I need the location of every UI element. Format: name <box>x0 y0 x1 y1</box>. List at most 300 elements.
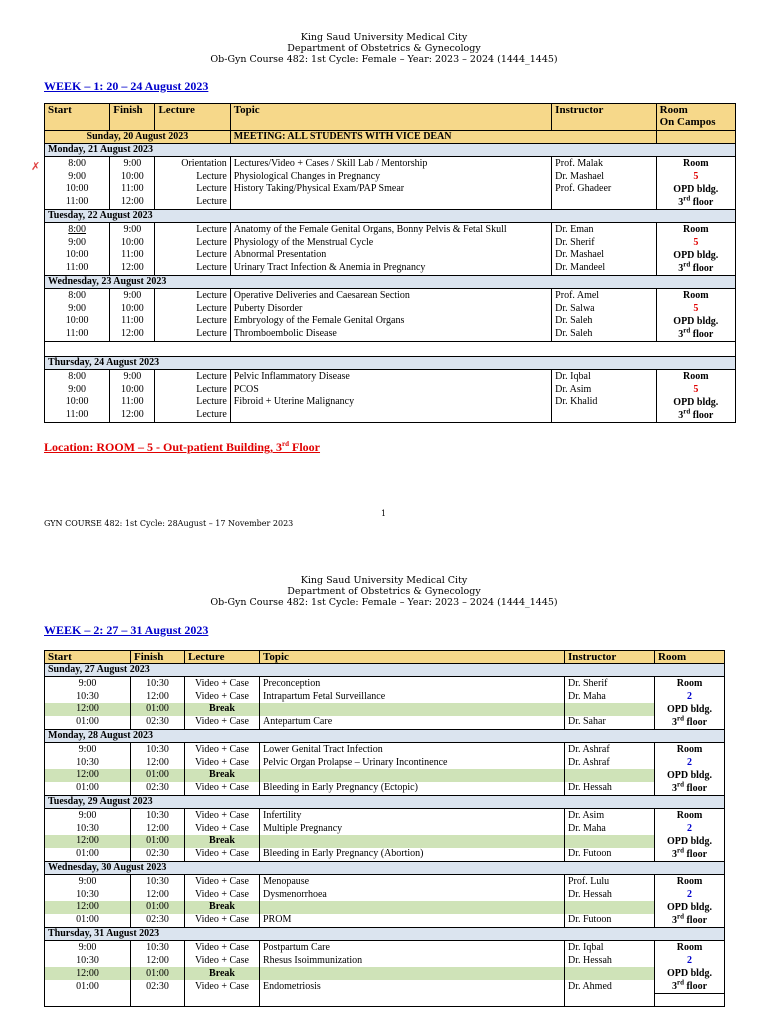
session-type: Video + Case <box>185 980 260 993</box>
finish-time: 10:00 <box>110 383 155 396</box>
sunday-room <box>656 131 735 144</box>
session-type: Lecture <box>155 396 230 409</box>
instructor <box>565 835 655 848</box>
room-cell <box>655 677 725 730</box>
room-number: 5 <box>693 237 699 248</box>
start-time: 9:00 <box>45 170 110 183</box>
instructor: Dr. Maha <box>565 690 655 703</box>
table-row <box>45 183 736 196</box>
instructor: Prof. Amel <box>552 289 656 303</box>
topic <box>260 703 565 716</box>
finish-time: 01:00 <box>131 703 185 716</box>
topic: Lower Genital Tract Infection <box>260 743 565 757</box>
instructor: Dr. Mashael <box>552 170 656 183</box>
session-type: Break <box>185 967 260 980</box>
room-building: OPD bldg. <box>673 397 719 408</box>
session-type: Video + Case <box>185 954 260 967</box>
table-row <box>45 941 725 955</box>
room-number: 5 <box>693 303 699 314</box>
footer-text: GYN COURSE 482: 1st Cycle: 28August – 17 November 2023 <box>44 519 294 528</box>
finish-time: 11:00 <box>110 315 155 328</box>
session-type: Break <box>185 835 260 848</box>
finish-time: 02:30 <box>131 980 185 993</box>
table-row <box>45 289 736 303</box>
instructor: Dr. Sahar <box>565 716 655 730</box>
start-time: 01:00 <box>45 914 131 928</box>
instructor: Dr. Iqbal <box>552 370 656 384</box>
room-number: 2 <box>687 889 692 900</box>
finish-time: 02:30 <box>131 848 185 862</box>
finish-time: 02:30 <box>131 914 185 928</box>
empty-cell <box>260 994 565 1007</box>
break-row <box>45 835 725 848</box>
sunday-label: Sunday, 20 August 2023 <box>45 131 231 144</box>
session-type: Lecture <box>155 315 230 328</box>
empty-row <box>45 994 725 1007</box>
finish-time: 9:00 <box>110 223 155 237</box>
floor-sup: rd <box>683 407 691 416</box>
topic <box>260 835 565 848</box>
room-floor <box>660 262 732 275</box>
start-time: 10:30 <box>45 756 131 769</box>
spacer-cell <box>45 342 736 357</box>
col-room-label: Room <box>659 104 688 116</box>
finish-time: 12:00 <box>131 888 185 901</box>
room-cell <box>656 223 735 276</box>
session-type: Lecture <box>155 302 230 315</box>
topic: Multiple Pregnancy <box>260 822 565 835</box>
topic: Postpartum Care <box>260 941 565 955</box>
topic: PROM <box>260 914 565 928</box>
topic <box>260 901 565 914</box>
topic <box>260 769 565 782</box>
instructor: Dr. Hessah <box>565 782 655 796</box>
floor-number: 3 <box>678 263 684 274</box>
col-start: Start <box>45 104 110 131</box>
start-time: 10:00 <box>45 183 110 196</box>
table-row <box>45 822 725 835</box>
session-type: Lecture <box>155 383 230 396</box>
finish-time: 12:00 <box>110 262 155 276</box>
col-room-sub: On Campos <box>659 116 716 128</box>
room-building: OPD bldg. <box>666 968 712 979</box>
room-word: Room <box>676 942 703 953</box>
floor-number: 3 <box>671 849 677 860</box>
session-type: Lecture <box>155 370 230 384</box>
start-time: 10:00 <box>45 315 110 328</box>
week1-title: WEEK – 1: 20 – 24 August 2023 <box>44 79 209 93</box>
floor-word: floor <box>683 981 708 992</box>
start-time: 9:00 <box>45 383 110 396</box>
finish-time: 11:00 <box>110 183 155 196</box>
session-type: Lecture <box>155 409 230 423</box>
sunday-row <box>45 131 736 144</box>
table-row <box>45 954 725 967</box>
floor-sup: rd <box>683 194 691 203</box>
start-time: 8:00 <box>45 370 110 384</box>
finish-time: 10:30 <box>131 875 185 889</box>
floor-sup: rd <box>683 260 691 269</box>
col-finish: Finish <box>110 104 155 131</box>
session-type: Lecture <box>155 328 230 342</box>
finish-time: 10:00 <box>110 170 155 183</box>
session-type: Video + Case <box>185 888 260 901</box>
instructor: Dr. Saleh <box>552 315 656 328</box>
department-name: Department of Obstetrics & Gynecology <box>287 586 481 597</box>
floor-sup: rd <box>676 846 684 855</box>
day-label: Monday, 28 August 2023 <box>45 730 725 743</box>
room-cell <box>655 941 725 994</box>
finish-time: 02:30 <box>131 716 185 730</box>
finish-time: 11:00 <box>110 396 155 409</box>
session-type: Lecture <box>155 236 230 249</box>
table-row <box>45 370 736 384</box>
topic: Anatomy of the Female Genital Organs, Bonny Pelvis & Fetal Skull <box>230 223 551 237</box>
session-type: Video + Case <box>185 743 260 757</box>
floor-word: floor <box>690 263 714 274</box>
room-floor <box>658 914 721 927</box>
room-floor <box>660 196 732 209</box>
start-time: 01:00 <box>45 716 131 730</box>
finish-time: 10:30 <box>131 941 185 955</box>
table-row <box>45 888 725 901</box>
floor-number: 3 <box>678 329 684 340</box>
room-cell <box>656 289 735 342</box>
topic: Fibroid + Uterine Malignancy <box>230 396 551 409</box>
location-text: Location: ROOM – 5 - Out-patient Building, 3 <box>44 440 283 454</box>
session-type: Video + Case <box>185 677 260 691</box>
col-topic: Topic <box>260 651 565 664</box>
start-time: 10:30 <box>45 822 131 835</box>
table-row <box>45 677 725 691</box>
floor-number: 3 <box>678 197 684 208</box>
start-time: 9:00 <box>45 677 131 691</box>
room-cell <box>655 875 725 928</box>
table-header <box>45 104 736 131</box>
start-time: 9:00 <box>45 809 131 823</box>
floor-number: 3 <box>671 915 677 926</box>
empty-cell <box>565 994 655 1007</box>
instructor: Dr. Futoon <box>565 848 655 862</box>
session-type: Video + Case <box>185 941 260 955</box>
table-row <box>45 249 736 262</box>
topic <box>230 409 551 423</box>
instructor <box>565 769 655 782</box>
table-row <box>45 223 736 237</box>
room-number: 5 <box>693 171 699 182</box>
room-number: 2 <box>687 955 692 966</box>
start-time: 12:00 <box>45 835 131 848</box>
session-type: Break <box>185 769 260 782</box>
table-row <box>45 756 725 769</box>
room-building: OPD bldg. <box>666 836 712 847</box>
break-row <box>45 769 725 782</box>
instructor: Dr. Asim <box>565 809 655 823</box>
instructor: Dr. Iqbal <box>565 941 655 955</box>
room-word: Room <box>676 876 703 887</box>
instructor: Dr. Ahmed <box>565 980 655 993</box>
topic: History Taking/Physical Exam/PAP Smear <box>230 183 551 196</box>
day-label: Thursday, 24 August 2023 <box>45 357 736 370</box>
floor-word: floor <box>690 197 714 208</box>
table-row <box>45 383 736 396</box>
col-room: Room <box>655 651 725 664</box>
day-label: Wednesday, 23 August 2023 <box>45 276 736 289</box>
topic: Physiology of the Menstrual Cycle <box>230 236 551 249</box>
room-number: 2 <box>687 823 692 834</box>
start-time: 9:00 <box>45 302 110 315</box>
day-row <box>45 796 725 809</box>
floor-word: floor <box>683 783 708 794</box>
doc-header <box>0 32 768 65</box>
room-building: OPD bldg. <box>666 770 712 781</box>
instructor <box>552 196 656 210</box>
topic: Lectures/Video + Cases / Skill Lab / Mentorship <box>230 157 551 171</box>
session-type: Lecture <box>155 262 230 276</box>
topic: Urinary Tract Infection & Anemia in Pregnancy <box>230 262 551 276</box>
empty-cell <box>655 994 725 1007</box>
day-label: Monday, 21 August 2023 <box>45 144 736 157</box>
instructor: Dr. Ashraf <box>565 743 655 757</box>
topic: Rhesus Isoimmunization <box>260 954 565 967</box>
table-row <box>45 875 725 889</box>
topic <box>230 196 551 210</box>
topic: Embryology of the Female Genital Organs <box>230 315 551 328</box>
topic: Bleeding in Early Pregnancy (Ectopic) <box>260 782 565 796</box>
floor-number: 3 <box>671 981 677 992</box>
table-row <box>45 315 736 328</box>
session-type: Orientation <box>155 157 230 171</box>
floor-sup: rd <box>676 978 684 987</box>
instructor: Dr. Saleh <box>552 328 656 342</box>
table-row <box>45 914 725 928</box>
instructor: Dr. Sherif <box>552 236 656 249</box>
finish-time: 12:00 <box>110 196 155 210</box>
topic: Physiological Changes in Pregnancy <box>230 170 551 183</box>
room-word: Room <box>676 744 703 755</box>
break-row <box>45 901 725 914</box>
room-number: 2 <box>687 757 692 768</box>
instructor: Dr. Khalid <box>552 396 656 409</box>
start-time: 9:00 <box>45 941 131 955</box>
start-time: 11:00 <box>45 328 110 342</box>
session-type: Lecture <box>155 249 230 262</box>
topic: Intrapartum Fetal Surveillance <box>260 690 565 703</box>
day-label: Wednesday, 30 August 2023 <box>45 862 725 875</box>
finish-time: 12:00 <box>131 756 185 769</box>
col-topic: Topic <box>230 104 551 131</box>
table-row <box>45 157 736 171</box>
start-time: 01:00 <box>45 980 131 993</box>
floor-word: floor <box>683 717 708 728</box>
start-time: 12:00 <box>45 769 131 782</box>
day-row <box>45 928 725 941</box>
topic: Thromboembolic Disease <box>230 328 551 342</box>
finish-time: 10:00 <box>110 236 155 249</box>
start-time: 12:00 <box>45 703 131 716</box>
instructor: Dr. Eman <box>552 223 656 237</box>
finish-time: 01:00 <box>131 835 185 848</box>
empty-cell <box>185 994 260 1007</box>
floor-number: 3 <box>671 717 677 728</box>
day-label: Tuesday, 29 August 2023 <box>45 796 725 809</box>
table-row <box>45 782 725 796</box>
col-finish: Finish <box>131 651 185 664</box>
session-type: Video + Case <box>185 875 260 889</box>
table-row <box>45 690 725 703</box>
topic: Pelvic Inflammatory Disease <box>230 370 551 384</box>
start-time: 01:00 <box>45 782 131 796</box>
university-name: King Saud University Medical City <box>300 575 468 586</box>
finish-time: 12:00 <box>110 409 155 423</box>
table-row <box>45 302 736 315</box>
col-lecture: Lecture <box>155 104 230 131</box>
table-row <box>45 980 725 993</box>
topic: Infertility <box>260 809 565 823</box>
x-mark-icon: ✗ <box>31 160 41 173</box>
topic <box>260 967 565 980</box>
instructor <box>552 409 656 423</box>
finish-time: 01:00 <box>131 901 185 914</box>
session-type: Lecture <box>155 223 230 237</box>
course-line: Ob-Gyn Course 482: 1st Cycle: Female – Year: 2023 – 2024 (1444_1445) <box>210 597 558 608</box>
room-building: OPD bldg. <box>673 316 719 327</box>
finish-time: 12:00 <box>131 822 185 835</box>
finish-time: 11:00 <box>110 249 155 262</box>
room-floor <box>660 409 732 422</box>
start-time: 10:00 <box>45 396 110 409</box>
day-label: Tuesday, 22 August 2023 <box>45 210 736 223</box>
day-row <box>45 144 736 157</box>
finish-time: 10:30 <box>131 809 185 823</box>
floor-word: floor <box>683 849 708 860</box>
start-time: 8:00 <box>45 223 110 237</box>
day-row <box>45 862 725 875</box>
session-type: Break <box>185 703 260 716</box>
session-type: Video + Case <box>185 809 260 823</box>
room-floor <box>658 716 721 729</box>
col-room <box>656 104 735 131</box>
session-type: Lecture <box>155 289 230 303</box>
room-number: 5 <box>693 384 699 395</box>
empty-cell <box>45 994 131 1007</box>
room-number: 2 <box>687 691 692 702</box>
start-time: 10:00 <box>45 249 110 262</box>
col-instructor: Instructor <box>565 651 655 664</box>
instructor: Prof. Ghadeer <box>552 183 656 196</box>
floor-word: floor <box>683 915 708 926</box>
finish-time: 12:00 <box>110 328 155 342</box>
finish-time: 10:30 <box>131 677 185 691</box>
instructor: Dr. Asim <box>552 383 656 396</box>
finish-time: 9:00 <box>110 370 155 384</box>
break-row <box>45 967 725 980</box>
room-cell <box>656 370 735 423</box>
instructor: Prof. Lulu <box>565 875 655 889</box>
instructor: Prof. Malak <box>552 157 656 171</box>
session-type: Video + Case <box>185 690 260 703</box>
topic: Puberty Disorder <box>230 302 551 315</box>
session-type: Video + Case <box>185 782 260 796</box>
room-word: Room <box>683 371 709 382</box>
instructor: Dr. Mandeel <box>552 262 656 276</box>
floor-word: floor <box>690 329 714 340</box>
spacer-row <box>45 342 736 357</box>
finish-time: 12:00 <box>131 690 185 703</box>
doc-header-2 <box>0 575 768 608</box>
room-floor <box>660 328 732 341</box>
week1-table <box>44 103 736 423</box>
table-row <box>45 328 736 342</box>
session-type: Video + Case <box>185 716 260 730</box>
break-row <box>45 703 725 716</box>
floor-number: 3 <box>678 410 684 421</box>
topic: Pelvic Organ Prolapse – Urinary Incontinence <box>260 756 565 769</box>
room-building: OPD bldg. <box>673 184 719 195</box>
start-time: 9:00 <box>45 236 110 249</box>
room-word: Room <box>676 678 703 689</box>
start-time: 01:00 <box>45 848 131 862</box>
session-type: Lecture <box>155 196 230 210</box>
floor-sup: rd <box>683 326 691 335</box>
room-word: Room <box>683 290 709 301</box>
instructor: Dr. Maha <box>565 822 655 835</box>
table-row <box>45 809 725 823</box>
location-sup: rd <box>282 440 290 448</box>
floor-sup: rd <box>676 912 684 921</box>
location-tail: Floor <box>289 440 321 454</box>
finish-time: 10:30 <box>131 743 185 757</box>
room-building: OPD bldg. <box>673 250 719 261</box>
finish-time: 01:00 <box>131 967 185 980</box>
instructor: Dr. Ashraf <box>565 756 655 769</box>
topic: PCOS <box>230 383 551 396</box>
finish-time: 9:00 <box>110 289 155 303</box>
finish-time: 10:00 <box>110 302 155 315</box>
col-instructor: Instructor <box>552 104 656 131</box>
floor-sup: rd <box>676 780 684 789</box>
start-time: 10:30 <box>45 888 131 901</box>
day-row <box>45 210 736 223</box>
room-cell <box>655 809 725 862</box>
room-building: OPD bldg. <box>666 704 712 715</box>
room-cell <box>656 157 735 210</box>
day-row <box>45 664 725 677</box>
floor-word: floor <box>690 410 714 421</box>
finish-time: 12:00 <box>131 954 185 967</box>
university-name: King Saud University Medical City <box>300 32 468 43</box>
start-time: 9:00 <box>45 875 131 889</box>
table-row <box>45 170 736 183</box>
empty-cell <box>131 994 185 1007</box>
table-header <box>45 651 725 664</box>
room-word: Room <box>676 810 703 821</box>
room-floor <box>658 980 721 993</box>
topic: Bleeding in Early Pregnancy (Abortion) <box>260 848 565 862</box>
day-row <box>45 276 736 289</box>
department-name: Department of Obstetrics & Gynecology <box>287 43 481 54</box>
instructor <box>565 703 655 716</box>
topic: Antepartum Care <box>260 716 565 730</box>
day-row <box>45 357 736 370</box>
start-time: 11:00 <box>45 409 110 423</box>
week2-table <box>44 650 725 1007</box>
session-type: Lecture <box>155 183 230 196</box>
sunday-meeting: MEETING: ALL STUDENTS WITH VICE DEAN <box>230 131 656 144</box>
session-type: Video + Case <box>185 914 260 928</box>
instructor: Dr. Mashael <box>552 249 656 262</box>
start-time: 11:00 <box>45 196 110 210</box>
